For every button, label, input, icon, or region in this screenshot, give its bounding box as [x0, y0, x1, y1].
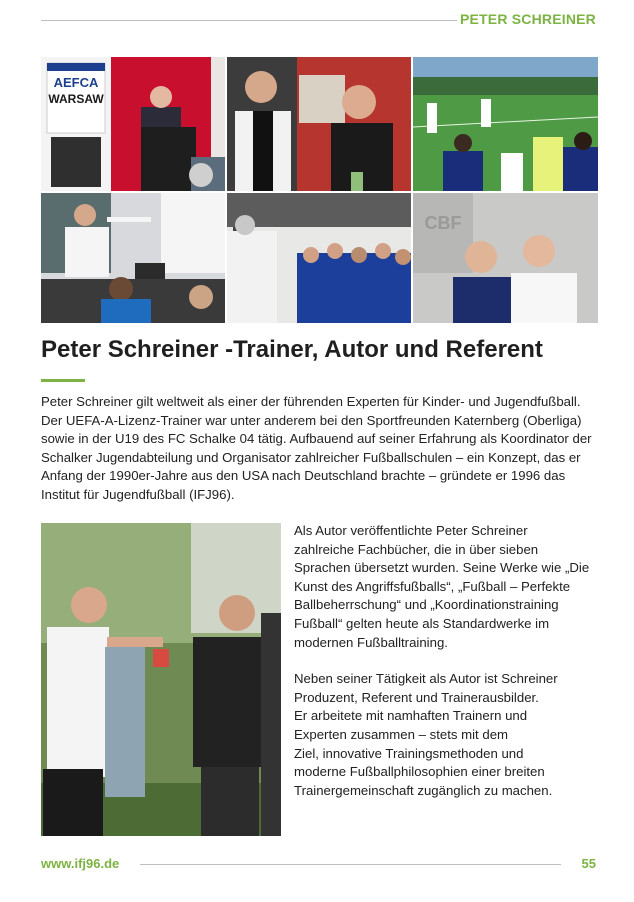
intro-paragraph: Peter Schreiner gilt weltweit als einer der führenden Experten für Kinder- und Jugendfußball. Der UEFA-A-Lizenz-Trainer war unter anderem bei den Sportfreunden Katernberg (Oberliga) sowie in der U19 des FC Schalke 04 tätig. Aufbauend auf seiner Erfahrung als Koordinator der Schalker Jugendabteilung und Organisator zahlreicher Fußballschulen – ein Konzept, das er Anfang der 1990er-Jahre aus den USA nach Deutschland brachte – gründete er 1996 das Institut für Jugendfußball (IFJ96).	[41, 394, 592, 502]
article-title: Peter Schreiner -Trainer, Autor und Referent	[41, 336, 543, 363]
photo-podium-speaker	[41, 57, 225, 191]
banner-line1: AEFCA	[53, 75, 99, 90]
page-number: 55	[581, 856, 596, 871]
producer-paragraph: Neben seiner Tätigkeit als Autor ist Schreiner Produzent, Referent und Trainerausbilder. Er arbeitete mit namhaften Trainern und Experten zusammen – stets mit dem Ziel, innovative Trainingsmethoden und moderne Fußballphilosophien einer breiten Trainergemeinschaft zugänglich zu machen.	[294, 671, 558, 798]
photo-collage	[41, 57, 596, 323]
photo-panel-seated	[227, 57, 411, 191]
footer-url[interactable]: www.ifj96.de	[41, 856, 120, 871]
banner-line2: WARSAW	[48, 92, 104, 106]
footer-rule	[140, 864, 561, 865]
photo-team-applause	[227, 193, 411, 323]
title-accent-bar	[41, 379, 85, 382]
photo-outdoor-conversation	[41, 523, 281, 836]
header-rule	[41, 20, 457, 21]
author-paragraph: Als Autor veröffentlichte Peter Schreiner zahlreiche Fachbücher, die in über sieben Sprachen übersetzt wurden. Seine Werke wie „Die Kunst des Angriffsfußballs“, „Fußball – Perfekte Ballbeherrschung“ und „Koordinationstraining Fußball“ gelten heute als Standardwerke im modernen Fußballtraining.	[294, 523, 590, 650]
header-name: PETER SCHREINER	[459, 11, 596, 27]
photo-training-field	[413, 57, 598, 191]
photo-classroom-instructor	[41, 193, 225, 323]
author-column	[294, 522, 600, 800]
sign-line1: CBF	[424, 213, 462, 233]
photo-cbf-visit	[413, 193, 598, 323]
